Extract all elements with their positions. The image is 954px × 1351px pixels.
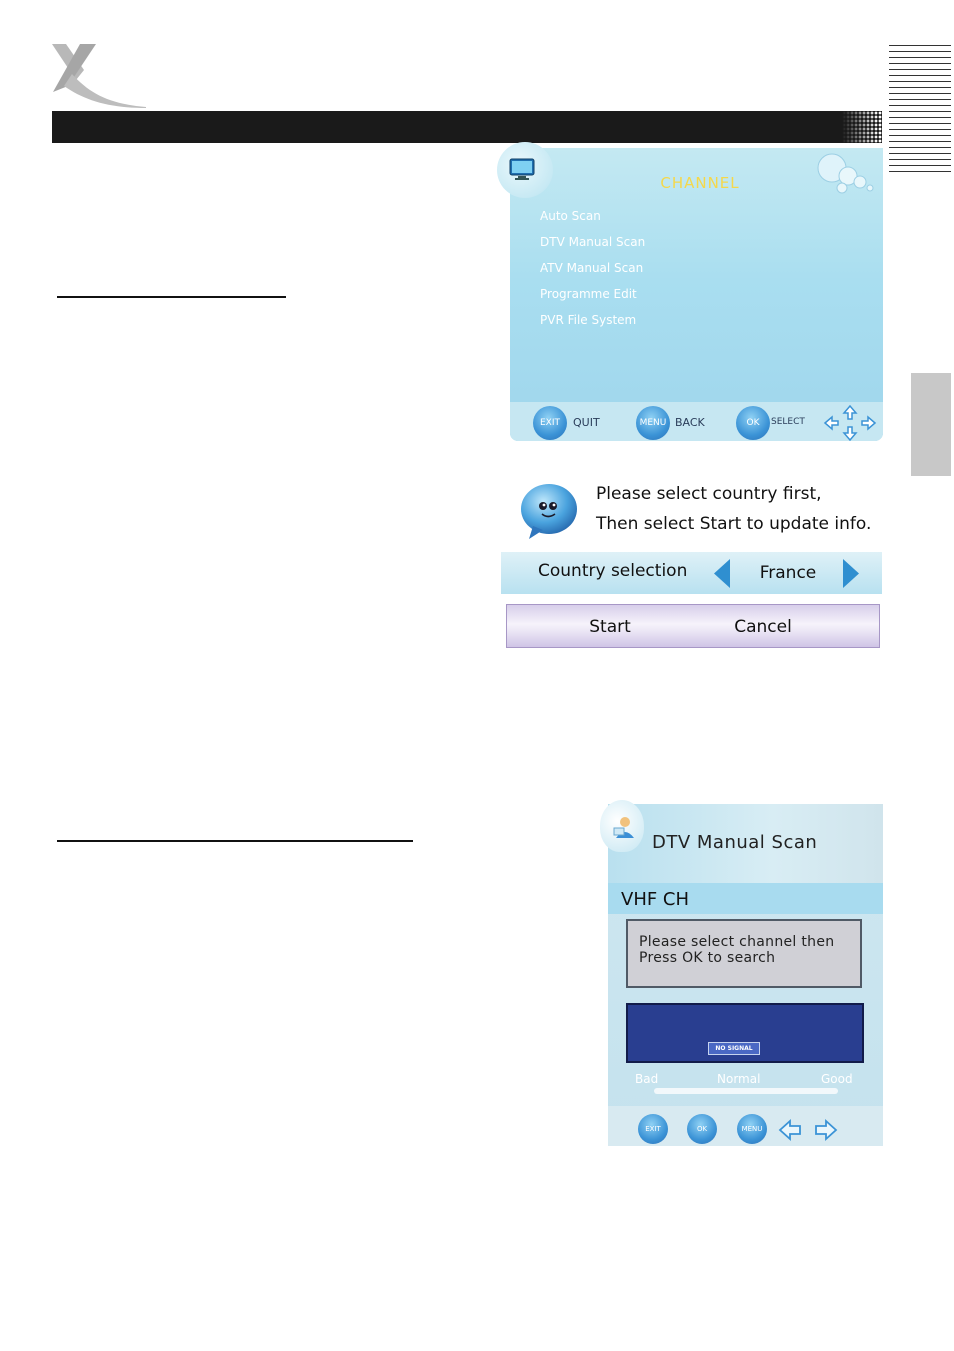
speech-bubble-face-icon [519,482,579,540]
no-signal-badge: NO SIGNAL [708,1042,760,1055]
bubbles-decoration-icon [812,150,880,196]
dtv-exit-button[interactable]: EXIT [638,1114,668,1144]
scale-normal-label: Normal [717,1072,761,1086]
exit-button[interactable]: EXIT [533,406,567,440]
channel-menu-title: CHANNEL [660,174,740,192]
side-stripe-decoration [889,45,951,173]
menu-item-dtv-manual-scan[interactable]: DTV Manual Scan [540,235,646,249]
header-dot-pattern [842,111,882,143]
quit-label: QUIT [573,416,600,429]
menu-item-programme-edit[interactable]: Programme Edit [540,287,637,301]
dtv-message: Please select channel then Press OK to search [639,934,835,966]
back-label: BACK [675,416,705,429]
arrow-right-icon[interactable] [842,558,860,589]
heading-underline-2 [57,840,413,842]
vhf-channel-label: VHF CH [621,889,690,910]
dialog-message-line-1: Please select country first, [596,484,822,504]
dtv-title: DTV Manual Scan [652,832,818,853]
x-logo-icon [50,42,150,110]
dtv-menu-button[interactable]: MENU [737,1114,767,1144]
select-label: SELECT [771,417,805,427]
start-button[interactable]: Start [589,617,631,637]
scan-person-icon [612,814,638,840]
scale-bad-label: Bad [635,1072,659,1086]
signal-strength-track [654,1088,838,1094]
menu-button[interactable]: MENU [636,406,670,440]
arrow-left-icon[interactable] [713,558,731,589]
tv-icon [509,158,535,182]
country-selection-label: Country selection [538,561,688,581]
menu-item-atv-manual-scan[interactable]: ATV Manual Scan [540,261,644,275]
header-bar [52,111,882,143]
left-right-arrows-icon [778,1118,838,1142]
scale-good-label: Good [821,1072,853,1086]
dialog-message-line-2: Then select Start to update info. [596,514,872,534]
heading-underline-1 [57,296,286,298]
dtv-ok-button[interactable]: OK [687,1114,717,1144]
menu-item-pvr-file-system[interactable]: PVR File System [540,313,637,327]
ok-button[interactable]: OK [736,406,770,440]
menu-item-auto-scan[interactable]: Auto Scan [540,209,601,223]
country-value: France [759,563,817,583]
navigation-arrows-icon [823,405,877,441]
cancel-button[interactable]: Cancel [734,617,792,637]
side-tab-marker [911,373,951,476]
